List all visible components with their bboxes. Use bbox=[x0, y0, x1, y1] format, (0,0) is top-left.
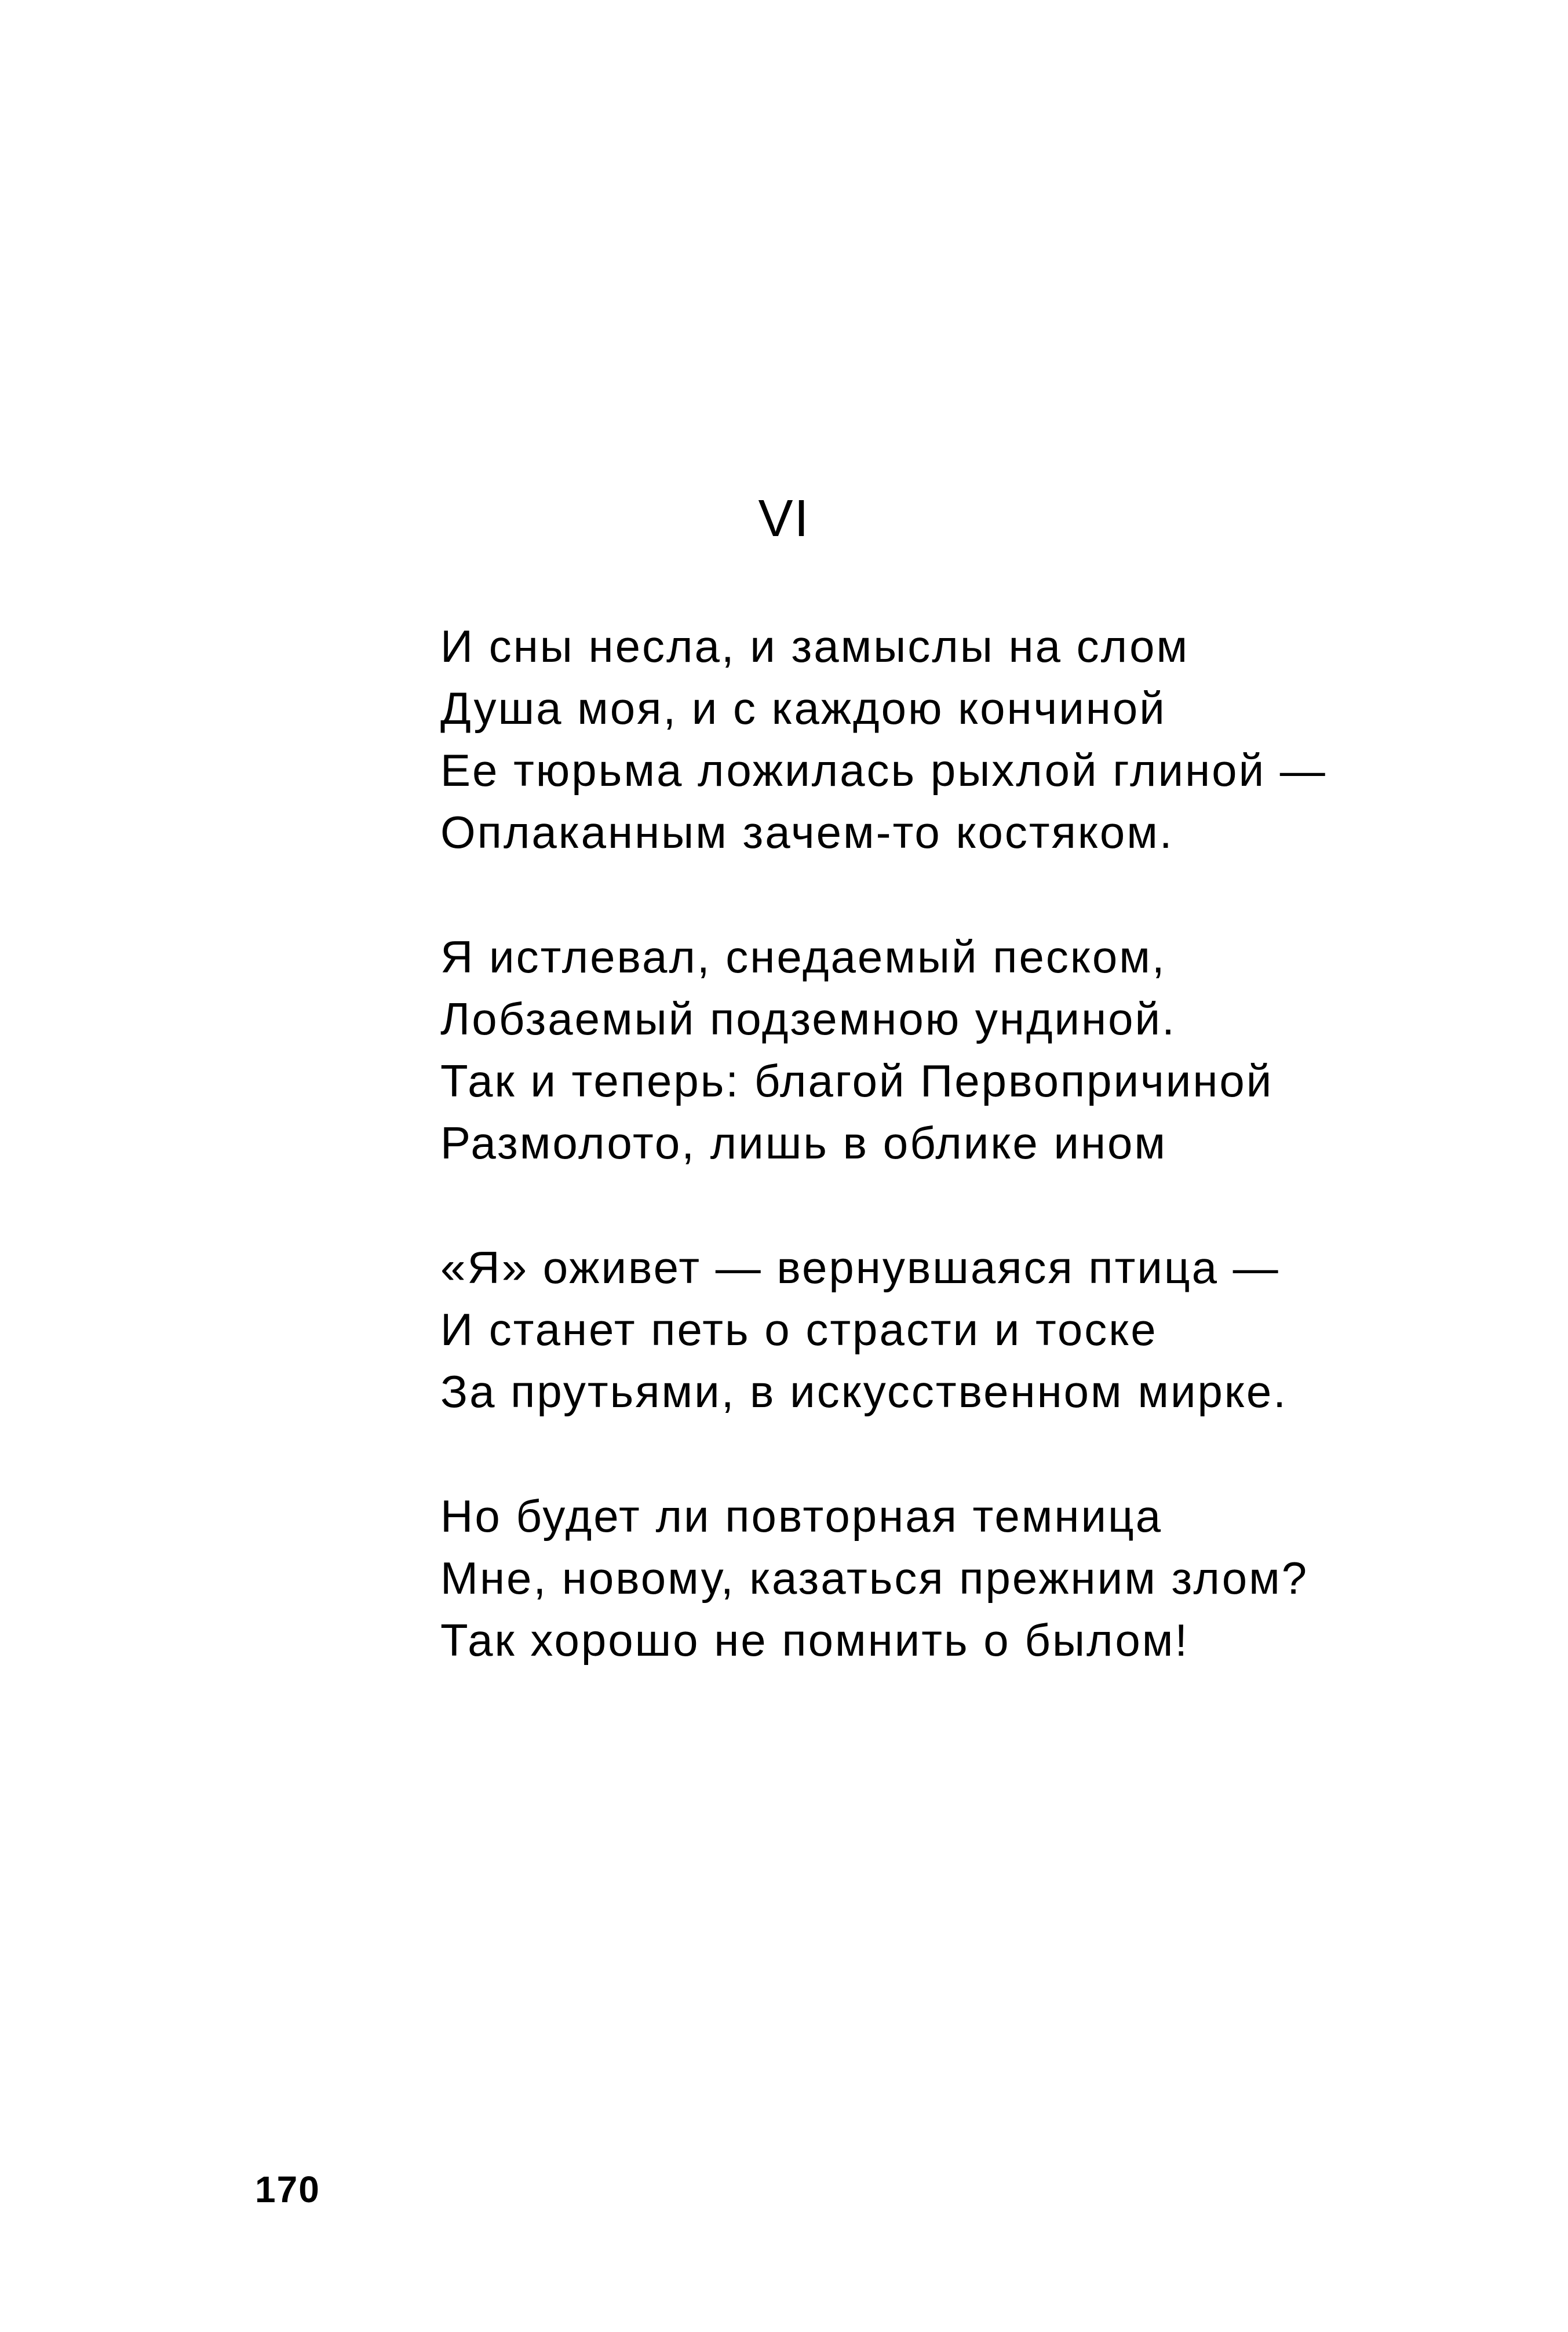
stanza-2 bbox=[440, 926, 1541, 1174]
poem-line: Так хорошо не помнить о былом! bbox=[440, 1615, 1190, 1666]
poem bbox=[440, 615, 1541, 1734]
poem-line: И станет петь о страсти и тоске bbox=[440, 1304, 1158, 1355]
poem-line: Ее тюрьма ложилась рыхлой глиной — bbox=[440, 745, 1327, 796]
stanza-1 bbox=[440, 615, 1541, 863]
poem-line: Размолото, лишь в облике ином bbox=[440, 1117, 1168, 1168]
poem-line: Так и теперь: благой Первопричиной bbox=[440, 1055, 1274, 1106]
poem-line: И сны несла, и замыслы на слом bbox=[440, 621, 1190, 672]
poem-line: За прутьями, в искусственном мирке. bbox=[440, 1366, 1288, 1417]
poem-line: Лобзаемый подземною ундиной. bbox=[440, 993, 1176, 1044]
stanza-4 bbox=[440, 1485, 1541, 1671]
poem-line: Но будет ли повторная темница bbox=[440, 1491, 1163, 1542]
stanza-3 bbox=[440, 1237, 1541, 1423]
poem-line: Мне, новому, казаться прежним злом? bbox=[440, 1553, 1309, 1604]
poem-line: Душа моя, и с каждою кончиной bbox=[440, 683, 1166, 734]
page-number: 170 bbox=[255, 2169, 320, 2210]
section-title: VI bbox=[758, 490, 810, 548]
poem-line: «Я» оживет — вернувшаяся птица — bbox=[440, 1242, 1280, 1293]
poem-line: Оплаканным зачем-то костяком. bbox=[440, 807, 1174, 858]
poem-line: Я истлевал, снедаемый песком, bbox=[440, 931, 1166, 982]
